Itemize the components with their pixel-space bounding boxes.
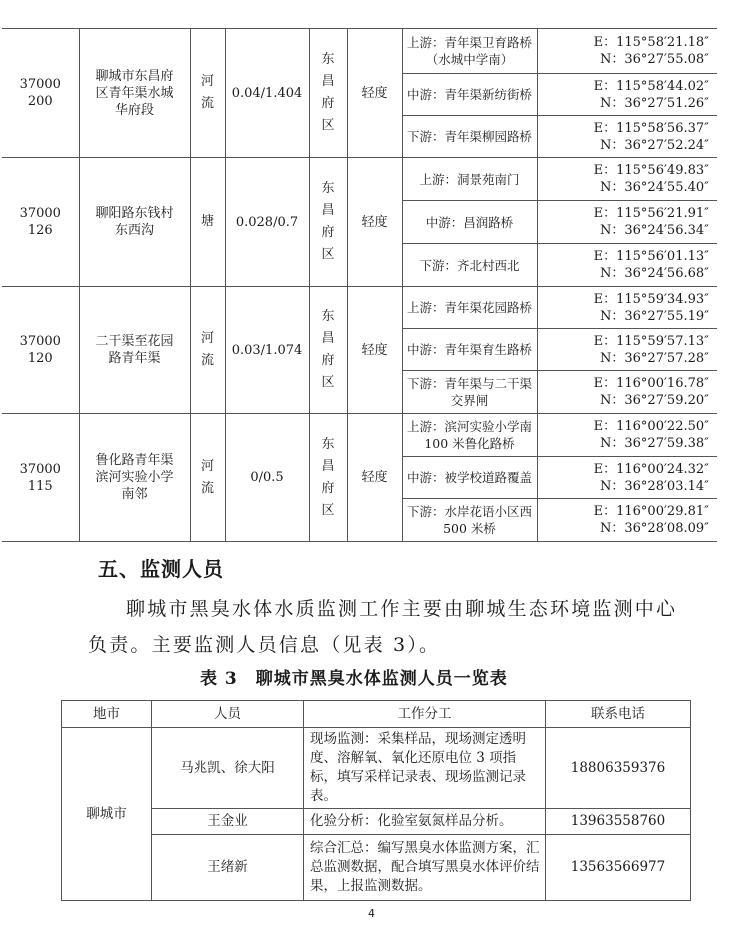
monitoring-point-cell: 中游：青年渠新纺街桥	[402, 74, 537, 116]
page-number: 4	[368, 907, 375, 920]
monitoring-point-cell: 上游：青年渠花园路桥	[402, 287, 537, 329]
pollution-level-cell: 轻度	[347, 287, 402, 414]
coordinate-cell: E：115°58′44.02″ N：36°27′51.26″	[537, 74, 717, 116]
monitoring-point-cell: 下游：齐北村西北	[402, 244, 537, 287]
duty-cell: 化验分析：化验室氨氮样品分析。	[304, 809, 546, 835]
water-name-cell: 鲁化路青年渠 滨河实验小学 南邻	[79, 414, 190, 542]
table-row	[2, 29, 717, 74]
monitoring-point-cell: 下游：青年渠与二干渠 交界闸	[402, 371, 537, 414]
table-row	[2, 287, 717, 329]
water-id-cell: 37000 120	[2, 287, 79, 414]
water-name-cell: 聊阳路东钱村 东西沟	[79, 158, 190, 287]
water-id-cell: 37000 200	[2, 29, 79, 158]
length-area-cell: 0.028/0.7	[225, 158, 309, 287]
section-title: 五、监测人员	[98, 557, 224, 581]
table-row	[62, 728, 691, 809]
water-id-cell: 37000 126	[2, 158, 79, 287]
length-area-cell: 0.04/1.404	[225, 29, 309, 158]
staff-table	[61, 700, 691, 901]
phone-cell: 18806359376	[546, 728, 691, 809]
coordinate-cell: E：116°00′22.50″ N：36°27′59.38″	[537, 414, 717, 457]
header-cell: 人员	[152, 701, 304, 728]
monitoring-point-cell: 中游：昌润路桥	[402, 201, 537, 244]
water-type-cell: 河 流	[190, 414, 225, 542]
table3-caption	[200, 664, 508, 689]
header-cell: 工作分工	[304, 701, 546, 728]
duty-cell: 现场监测：采集样品，现场测定透明度、溶解氧、氧化还原电位 3 项指标，填写采样记录表、现场监测记录表。	[304, 728, 546, 809]
water-type-cell: 河 流	[190, 29, 225, 158]
coordinate-cell: E：115°56′01.13″ N：36°24′56.68″	[537, 244, 717, 287]
monitoring-point-cell: 下游：青年渠柳园路桥	[402, 116, 537, 158]
table3-caption-title: 聊城市黑臭水体监测人员一览表	[255, 669, 508, 689]
monitoring-point-cell: 上游：青年渠卫育路桥 （水城中学南）	[402, 29, 537, 74]
section-paragraph: 聊城市黑臭水体水质监测工作主要由聊城生态环境监测中心负责。主要监测人员信息（见表 3）。	[88, 598, 678, 656]
water-type-cell: 河 流	[190, 287, 225, 414]
duty-cell: 综合汇总：编写黑臭水体监测方案，汇总监测数据，配合填写黑臭水体评价结果，上报监测数据。	[304, 835, 546, 901]
phone-cell: 13563566977	[546, 835, 691, 901]
monitoring-point-cell: 上游：滨河实验小学南 100 米鲁化路桥	[402, 414, 537, 457]
water-name-cell: 聊城市东昌府 区青年渠水城 华府段	[79, 29, 190, 158]
coordinate-cell: E：116°00′16.78″ N：36°27′59.20″	[537, 371, 717, 414]
person-cell: 王绪新	[152, 835, 304, 901]
district-cell: 东 昌 府 区	[309, 287, 347, 414]
district-cell: 东 昌 府 区	[309, 414, 347, 542]
header-cell: 联系电话	[546, 701, 691, 728]
coordinate-cell: E：115°56′21.91″ N：36°24′56.34″	[537, 201, 717, 244]
coordinate-cell: E：115°59′57.13″ N：36°27′57.28″	[537, 329, 717, 371]
coordinate-cell: E：115°58′21.18″ N：36°27′55.08″	[537, 29, 717, 74]
water-id-cell: 37000 115	[2, 414, 79, 542]
water-body-table	[2, 28, 717, 542]
district-cell: 东 昌 府 区	[309, 29, 347, 158]
table-row	[62, 809, 691, 835]
water-type-cell: 塘	[190, 158, 225, 287]
person-cell: 王金业	[152, 809, 304, 835]
table-row	[2, 158, 717, 201]
monitoring-point-cell: 下游：水岸花语小区西 500 米桥	[402, 499, 537, 542]
pollution-level-cell: 轻度	[347, 414, 402, 542]
table-row	[62, 835, 691, 901]
city-cell: 聊城市	[62, 728, 152, 901]
coordinate-cell: E：116°00′29.81″ N：36°28′08.09″	[537, 499, 717, 542]
coordinate-cell: E：115°56′49.83″ N：36°24′55.40″	[537, 158, 717, 201]
length-area-cell: 0/0.5	[225, 414, 309, 542]
pollution-level-cell: 轻度	[347, 29, 402, 158]
coordinate-cell: E：115°59′34.93″ N：36°27′55.19″	[537, 287, 717, 329]
length-area-cell: 0.03/1.074	[225, 287, 309, 414]
monitoring-point-cell: 中游：被学校道路覆盖	[402, 457, 537, 499]
district-cell: 东 昌 府 区	[309, 158, 347, 287]
header-cell: 地市	[62, 701, 152, 728]
table-header-row	[62, 701, 691, 728]
monitoring-point-cell: 上游：洞景苑南门	[402, 158, 537, 201]
phone-cell: 13963558760	[546, 809, 691, 835]
monitoring-point-cell: 中游：青年渠育生路桥	[402, 329, 537, 371]
coordinate-cell: E：115°58′56.37″ N：36°27′52.24″	[537, 116, 717, 158]
water-name-cell: 二干渠至花园 路青年渠	[79, 287, 190, 414]
table-row	[2, 414, 717, 457]
coordinate-cell: E：116°00′24.32″ N：36°28′03.14″	[537, 457, 717, 499]
person-cell: 马兆凯、徐大阳	[152, 728, 304, 809]
table3-caption-number: 表 3	[200, 669, 238, 689]
pollution-level-cell: 轻度	[347, 158, 402, 287]
